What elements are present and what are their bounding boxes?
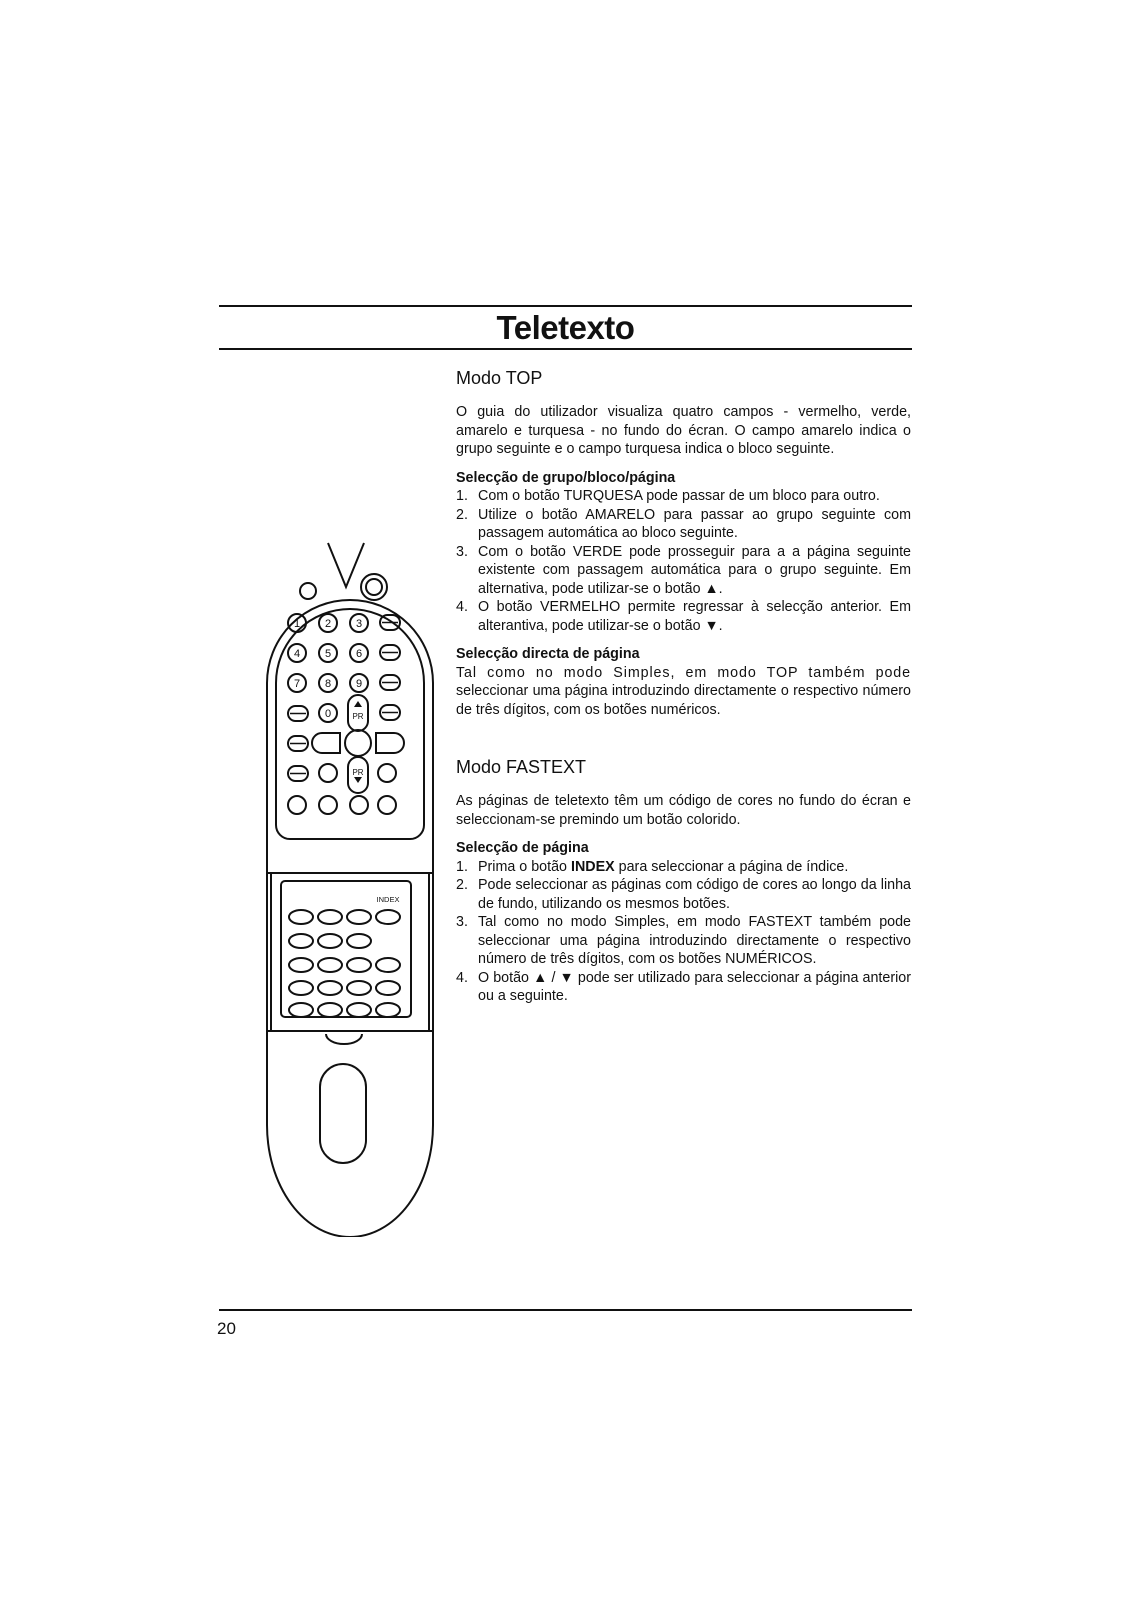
content-column (456, 366, 911, 1006)
modo-fastext-heading: Modo FASTEXT (456, 757, 587, 777)
list-item: 1. Prima o botão INDEX para seleccionar a página de índice. (456, 858, 849, 875)
fastext-button[interactable] (376, 981, 400, 995)
digit-label: 4 (293, 648, 301, 660)
page-selection-list (456, 858, 911, 1006)
pr-up-arrow-icon (354, 701, 362, 707)
digit-label: 6 (355, 648, 363, 660)
digit-label: 1 (293, 618, 301, 630)
modo-top-intro: O guia do utilizador visualiza quatro campos - vermelho, verde, amarelo e turquesa - no fundo do écran. O campo amarelo indica o grupo seguinte e o campo turquesa indica o bloco seguinte. (456, 404, 911, 457)
function-button[interactable] (350, 796, 368, 814)
fastext-button[interactable] (289, 910, 313, 924)
fastext-button[interactable] (318, 910, 342, 924)
digit-label: 7 (293, 678, 301, 690)
fastext-button[interactable] (347, 981, 371, 995)
index-button[interactable] (376, 910, 400, 924)
list-item: 1. Com o botão TURQUESA pode passar de um bloco para outro. (456, 488, 880, 504)
pr-up-label: PR (352, 712, 364, 721)
fastext-button[interactable] (318, 981, 342, 995)
list-item: 2. Pode seleccionar as páginas com código de cores ao longo da linha de fundo, utilizando os mesmos botões. (456, 877, 911, 912)
list-item: 4. O botão VERMELHO permite regressar à selecção anterior. Em alterantiva, pode utilizar-se o botão ▼. (456, 599, 911, 634)
battery-slot (320, 1064, 366, 1163)
list-item: 4. O botão ▲ / ▼ pode ser utilizado para seleccionar a página anterior ou a seguinte. (456, 969, 911, 1004)
fastext-button[interactable] (347, 1003, 371, 1017)
fastext-button[interactable] (318, 1003, 342, 1017)
fastext-button[interactable] (289, 934, 313, 948)
fastext-button[interactable] (318, 958, 342, 972)
title-bottom-rule (219, 348, 912, 350)
title-top-rule (219, 305, 912, 307)
list-item: 3. Com o botão VERDE pode prosseguir para a a página seguinte existente com passagem automática para o grupo seguinte. Em alternativa, pode utilizar-se o botão ▲. (456, 543, 911, 597)
digit-label: 8 (324, 678, 332, 690)
function-button[interactable] (319, 796, 337, 814)
fastext-button[interactable] (289, 1003, 313, 1017)
ir-window (328, 543, 364, 587)
direct-page-heading: Selecção directa de página (456, 646, 640, 662)
fastext-button[interactable] (376, 958, 400, 972)
extra-button[interactable] (319, 764, 337, 782)
function-button[interactable] (378, 796, 396, 814)
digit-label: 2 (324, 618, 332, 630)
fastext-button[interactable] (347, 958, 371, 972)
page-selection-heading: Selecção de página (456, 840, 589, 856)
modo-fastext-intro: As páginas de teletexto têm um código de cores no fundo do écran e seleccionam-se premindo um botão colorido. (456, 793, 911, 828)
left-arrow-button[interactable] (312, 733, 340, 753)
fastext-button[interactable] (289, 958, 313, 972)
extra-button[interactable] (378, 764, 396, 782)
group-block-page-heading: Selecção de grupo/bloco/página (456, 469, 676, 486)
modo-top-heading: Modo TOP (456, 368, 543, 388)
index-label: INDEX (376, 895, 400, 904)
direct-page-text: Tal como no modo Simples, em modo TOP também pode seleccionar uma página introduzindo directamente o respectivo número de três dígitos, com os botões numéricos. (456, 664, 911, 718)
list-item: 3. Tal como no modo Simples, em modo FASTEXT também pode seleccionar uma página introduzindo directamente o respectivo número de três dígitos, com os botões NUMÉRICOS. (456, 914, 911, 967)
fastext-button[interactable] (318, 934, 342, 948)
page-number: 20 (217, 1319, 236, 1338)
footer-rule (219, 1309, 912, 1311)
fastext-button[interactable] (347, 910, 371, 924)
digit-label: 5 (324, 648, 332, 660)
mute-button[interactable] (300, 583, 316, 599)
digit-label: 9 (355, 678, 363, 690)
digit-label: 0 (324, 708, 332, 720)
remote-body-outline (267, 600, 433, 1237)
ok-button[interactable] (345, 730, 371, 756)
remote-control-illustration (266, 535, 434, 1237)
fastext-button[interactable] (289, 981, 313, 995)
right-arrow-button[interactable] (376, 733, 404, 753)
page-title: Teletexto (496, 309, 635, 346)
digit-label: 3 (355, 618, 363, 630)
fastext-button[interactable] (347, 934, 371, 948)
list-item: 2. Utilize o botão AMARELO para passar ao grupo seguinte com passagem automática ao bloco seguinte. (456, 506, 911, 541)
fastext-button[interactable] (376, 1003, 400, 1017)
function-button[interactable] (288, 796, 306, 814)
group-block-page-list (456, 487, 911, 635)
power-button[interactable] (361, 574, 387, 600)
pr-down-arrow-icon (354, 777, 362, 783)
pr-down-label: PR (352, 768, 364, 777)
